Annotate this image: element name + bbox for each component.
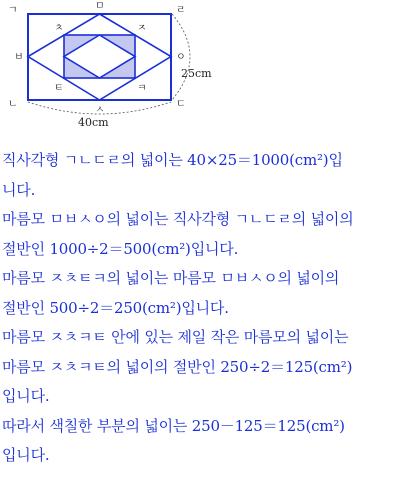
label-o: ㅇ (176, 52, 186, 63)
solution-line: 입니다. (2, 446, 50, 464)
solution-line: 마름모 ㅁㅂㅅㅇ의 넓이는 직사각형 ㄱㄴㄷㄹ의 넓이의 (2, 210, 354, 228)
geometry-figure (0, 0, 400, 135)
rectangle-rhombus-diagram (0, 0, 400, 135)
label-k: ㅋ (137, 83, 147, 94)
label-n: ㄴ (8, 99, 18, 110)
solution-line: 입니다. (2, 387, 50, 405)
width-label: 40cm (78, 116, 109, 129)
label-t: ㅌ (54, 83, 64, 94)
label-b: ㅂ (14, 52, 24, 63)
label-m: ㅁ (95, 1, 105, 12)
label-j: ㅈ (137, 23, 147, 34)
solution-line: 마름모 ㅈㅊㅋㅌ의 넓이의 절반인 250÷2＝125(cm²) (2, 357, 353, 376)
outer-rectangle (28, 14, 171, 100)
label-d: ㄷ (176, 99, 186, 110)
label-ch: ㅊ (54, 23, 64, 34)
solution-text (2, 146, 398, 471)
label-s: ㅅ (95, 105, 105, 116)
label-g: ㄱ (8, 5, 18, 16)
label-r: ㄹ (176, 5, 186, 16)
solution-line: 절반인 1000÷2＝500(cm²)입니다. (2, 239, 239, 258)
solution-line: 절반인 500÷2＝250(cm²)입니다. (2, 298, 229, 317)
solution-line: 마름모 ㅈㅊㅋㅌ 안에 있는 제일 작은 마름모의 넓이는 (2, 328, 349, 346)
shaded-region (64, 35, 135, 78)
height-label: 25cm (181, 67, 212, 80)
solution-line: 마름모 ㅈㅊㅌㅋ의 넓이는 마름모 ㅁㅂㅅㅇ의 넓이의 (2, 269, 340, 287)
middle-rhombus (28, 14, 171, 100)
solution-line: 니다. (2, 180, 36, 199)
solution-line: 따라서 색칠한 부분의 넓이는 250－125＝125(cm²) (2, 416, 345, 435)
solution-line: 직사각형 ㄱㄴㄷㄹ의 넓이는 40×25＝1000(cm²)입 (2, 151, 343, 169)
